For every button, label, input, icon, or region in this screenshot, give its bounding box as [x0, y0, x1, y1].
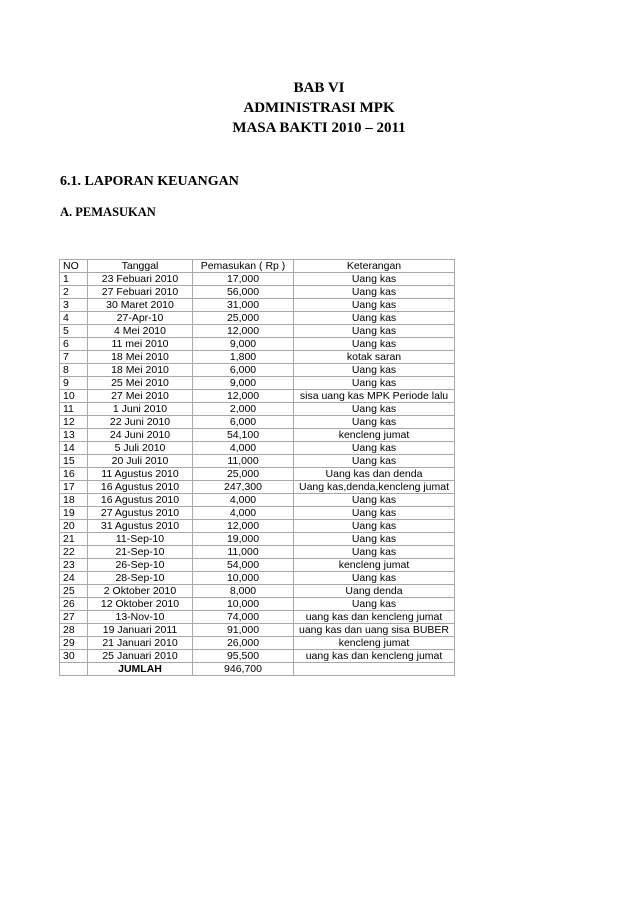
chapter-number: BAB VI — [293, 80, 345, 96]
table-row — [60, 546, 455, 559]
table-row — [60, 429, 455, 442]
table-row — [60, 338, 455, 351]
row-number: 17 — [60, 481, 88, 494]
row-note: Uang kas — [294, 442, 455, 455]
row-date: 18 Mei 2010 — [88, 351, 193, 364]
table-row — [60, 520, 455, 533]
row-number: 2 — [60, 286, 88, 299]
row-note: Uang kas,denda,kencleng jumat — [294, 481, 455, 494]
row-amount: 9,000 — [193, 377, 294, 390]
row-date: 28-Sep-10 — [88, 572, 193, 585]
row-date: 19 Januari 2011 — [88, 624, 193, 637]
total-note-blank — [294, 663, 455, 676]
table-row — [60, 299, 455, 312]
row-date: 23 Febuari 2010 — [88, 273, 193, 286]
row-note: Uang kas — [294, 507, 455, 520]
row-date: 11-Sep-10 — [88, 533, 193, 546]
row-amount: 54,000 — [193, 559, 294, 572]
row-note: Uang kas — [294, 325, 455, 338]
row-number: 18 — [60, 494, 88, 507]
row-amount: 12,000 — [193, 325, 294, 338]
table-row — [60, 650, 455, 663]
row-date: 20 Juli 2010 — [88, 455, 193, 468]
chapter-title: ADMINISTRASI MPK — [243, 100, 395, 116]
row-date: 25 Mei 2010 — [88, 377, 193, 390]
income-table — [59, 259, 455, 676]
row-amount: 10,000 — [193, 572, 294, 585]
row-note: kencleng jumat — [294, 429, 455, 442]
row-date: 4 Mei 2010 — [88, 325, 193, 338]
table-row — [60, 286, 455, 299]
row-date: 22 Juni 2010 — [88, 416, 193, 429]
row-amount: 25,000 — [193, 468, 294, 481]
row-note: kotak saran — [294, 351, 455, 364]
row-number: 9 — [60, 377, 88, 390]
row-number: 22 — [60, 546, 88, 559]
row-note: Uang kas — [294, 533, 455, 546]
row-number: 12 — [60, 416, 88, 429]
row-amount: 4,000 — [193, 507, 294, 520]
table-row — [60, 533, 455, 546]
table-row — [60, 598, 455, 611]
row-note: Uang kas — [294, 572, 455, 585]
row-number: 6 — [60, 338, 88, 351]
total-value: 946,700 — [193, 663, 294, 676]
row-date: 24 Juni 2010 — [88, 429, 193, 442]
row-note: Uang denda — [294, 585, 455, 598]
row-amount: 74,000 — [193, 611, 294, 624]
row-amount: 9,000 — [193, 338, 294, 351]
row-number: 21 — [60, 533, 88, 546]
row-amount: 4,000 — [193, 494, 294, 507]
row-note: Uang kas — [294, 312, 455, 325]
row-date: 27 Mei 2010 — [88, 390, 193, 403]
row-date: 2 Oktober 2010 — [88, 585, 193, 598]
row-number: 13 — [60, 429, 88, 442]
row-note: Uang kas — [294, 416, 455, 429]
row-note: Uang kas — [294, 598, 455, 611]
subsection-title: A. PEMASUKAN — [60, 205, 156, 219]
row-date: 26-Sep-10 — [88, 559, 193, 572]
table-header-row — [60, 260, 455, 273]
row-date: 25 Januari 2010 — [88, 650, 193, 663]
row-date: 21 Januari 2010 — [88, 637, 193, 650]
row-note: Uang kas — [294, 273, 455, 286]
row-note: Uang kas — [294, 520, 455, 533]
row-note: Uang kas — [294, 494, 455, 507]
row-amount: 247,300 — [193, 481, 294, 494]
row-date: 31 Agustus 2010 — [88, 520, 193, 533]
chapter-heading — [0, 78, 638, 138]
section-title: 6.1. LAPORAN KEUANGAN — [60, 174, 239, 189]
table-row — [60, 455, 455, 468]
row-amount: 1,800 — [193, 351, 294, 364]
row-date: 5 Juli 2010 — [88, 442, 193, 455]
row-number: 5 — [60, 325, 88, 338]
column-header-no: NO — [60, 260, 88, 273]
row-note: Uang kas — [294, 377, 455, 390]
row-number: 3 — [60, 299, 88, 312]
table-row — [60, 611, 455, 624]
row-amount: 6,000 — [193, 416, 294, 429]
row-number: 28 — [60, 624, 88, 637]
table-row — [60, 273, 455, 286]
row-amount: 4,000 — [193, 442, 294, 455]
row-date: 16 Agustus 2010 — [88, 494, 193, 507]
row-date: 18 Mei 2010 — [88, 364, 193, 377]
table-row — [60, 559, 455, 572]
table-row — [60, 312, 455, 325]
row-amount: 6,000 — [193, 364, 294, 377]
table-row — [60, 390, 455, 403]
table-row — [60, 585, 455, 598]
row-number: 15 — [60, 455, 88, 468]
table-row — [60, 572, 455, 585]
row-amount: 12,000 — [193, 520, 294, 533]
table-row — [60, 416, 455, 429]
row-number: 27 — [60, 611, 88, 624]
table-row — [60, 624, 455, 637]
row-number: 26 — [60, 598, 88, 611]
row-date: 13-Nov-10 — [88, 611, 193, 624]
row-date: 27-Apr-10 — [88, 312, 193, 325]
row-note: sisa uang kas MPK Periode lalu — [294, 390, 455, 403]
row-date: 27 Agustus 2010 — [88, 507, 193, 520]
total-label: JUMLAH — [88, 663, 193, 676]
row-number: 16 — [60, 468, 88, 481]
row-note: Uang kas — [294, 403, 455, 416]
table-row — [60, 481, 455, 494]
total-blank — [60, 663, 88, 676]
row-date: 21-Sep-10 — [88, 546, 193, 559]
row-note: Uang kas — [294, 286, 455, 299]
row-date: 1 Juni 2010 — [88, 403, 193, 416]
row-number: 10 — [60, 390, 88, 403]
row-date: 16 Agustus 2010 — [88, 481, 193, 494]
column-header-note: Keterangan — [294, 260, 455, 273]
row-number: 14 — [60, 442, 88, 455]
row-amount: 19,000 — [193, 533, 294, 546]
row-number: 23 — [60, 559, 88, 572]
row-amount: 11,000 — [193, 546, 294, 559]
row-amount: 54,100 — [193, 429, 294, 442]
row-amount: 8,000 — [193, 585, 294, 598]
row-amount: 26,000 — [193, 637, 294, 650]
row-number: 20 — [60, 520, 88, 533]
row-note: uang kas dan kencleng jumat — [294, 611, 455, 624]
table-row — [60, 468, 455, 481]
chapter-period: MASA BAKTI 2010 – 2011 — [232, 120, 406, 136]
row-date: 12 Oktober 2010 — [88, 598, 193, 611]
row-note: Uang kas dan denda — [294, 468, 455, 481]
row-number: 30 — [60, 650, 88, 663]
row-number: 29 — [60, 637, 88, 650]
table-row — [60, 442, 455, 455]
row-amount: 25,000 — [193, 312, 294, 325]
table-row — [60, 364, 455, 377]
row-amount: 2,000 — [193, 403, 294, 416]
column-header-amount: Pemasukan ( Rp ) — [193, 260, 294, 273]
row-note: Uang kas — [294, 338, 455, 351]
row-amount: 11,000 — [193, 455, 294, 468]
total-row — [60, 663, 455, 676]
row-number: 25 — [60, 585, 88, 598]
table-row — [60, 325, 455, 338]
row-note: uang kas dan uang sisa BUBER — [294, 624, 455, 637]
row-number: 8 — [60, 364, 88, 377]
row-note: kencleng jumat — [294, 637, 455, 650]
row-amount: 56,000 — [193, 286, 294, 299]
row-amount: 95,500 — [193, 650, 294, 663]
table-row — [60, 637, 455, 650]
row-number: 19 — [60, 507, 88, 520]
table-row — [60, 403, 455, 416]
row-note: Uang kas — [294, 299, 455, 312]
row-amount: 10,000 — [193, 598, 294, 611]
row-date: 11 Agustus 2010 — [88, 468, 193, 481]
table-row — [60, 351, 455, 364]
row-number: 11 — [60, 403, 88, 416]
row-note: Uang kas — [294, 364, 455, 377]
column-header-date: Tanggal — [88, 260, 193, 273]
row-amount: 17,000 — [193, 273, 294, 286]
row-amount: 91,000 — [193, 624, 294, 637]
row-amount: 31,000 — [193, 299, 294, 312]
row-note: kencleng jumat — [294, 559, 455, 572]
table-row — [60, 494, 455, 507]
row-number: 4 — [60, 312, 88, 325]
table-row — [60, 377, 455, 390]
row-date: 11 mei 2010 — [88, 338, 193, 351]
row-note: uang kas dan kencleng jumat — [294, 650, 455, 663]
row-number: 24 — [60, 572, 88, 585]
row-number: 1 — [60, 273, 88, 286]
row-number: 7 — [60, 351, 88, 364]
row-note: Uang kas — [294, 546, 455, 559]
row-note: Uang kas — [294, 455, 455, 468]
row-amount: 12,000 — [193, 390, 294, 403]
row-date: 27 Febuari 2010 — [88, 286, 193, 299]
table-row — [60, 507, 455, 520]
row-date: 30 Maret 2010 — [88, 299, 193, 312]
